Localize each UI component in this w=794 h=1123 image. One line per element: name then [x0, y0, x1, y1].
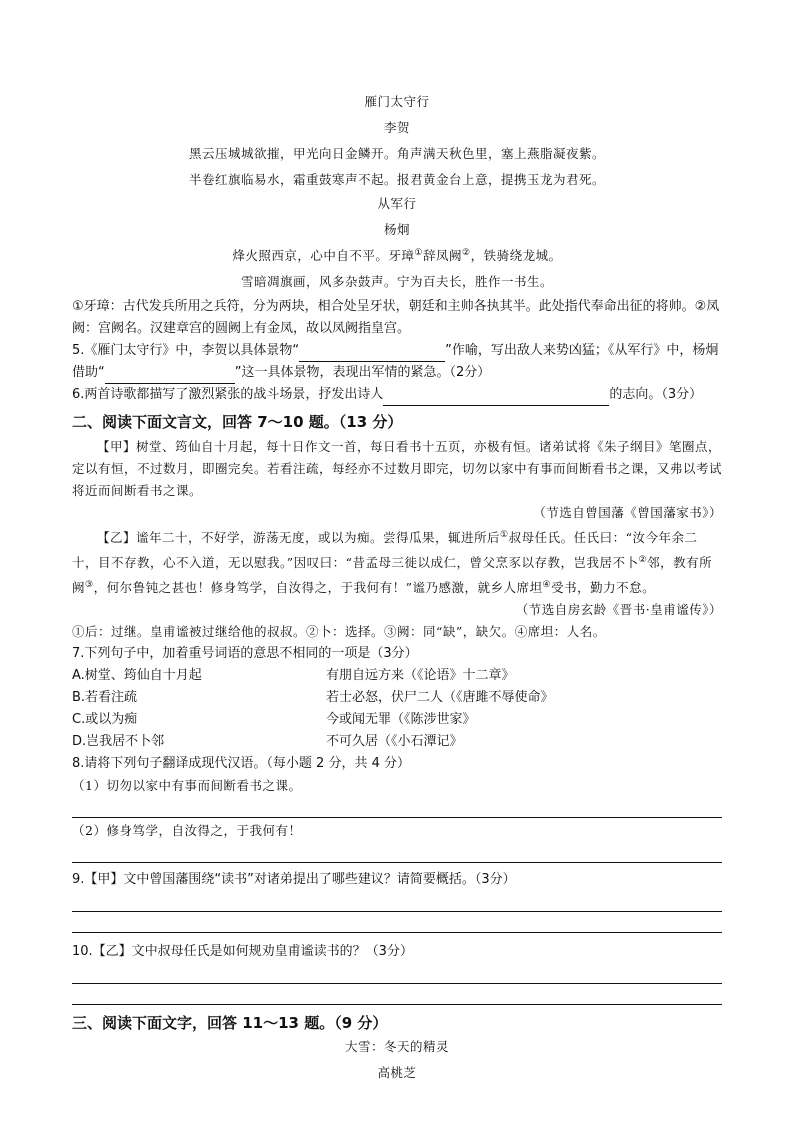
passage-jia-source: （节选自曾国藩《曾国藩家书》） [533, 505, 722, 520]
poem2-line-1: 烽火照西京，心中自不平。牙璋①辞凤阙②，铁骑绕龙城。 [232, 247, 562, 263]
poem-notes: ①牙璋：古代发兵所用之兵符，分为两块，相合处呈牙状，朝廷和主帅各执其半。此处指代奉命出征的将帅。②凤阙：宫阙名。汉建章宫的圆阙上有金凤，故以凤阙指皇宫。 [72, 299, 720, 336]
passage-yi-source: （节选自房玄龄《晋书·皇甫谧传》） [515, 602, 722, 618]
poem1-title: 雁门太守行 [364, 94, 430, 109]
q6-blank[interactable] [383, 391, 609, 406]
section-2-heading: 二、阅读下面文言文，回答 7～10 题。（13 分） [72, 413, 403, 431]
poem2-line-2: 雪暗凋旗画，风多杂鼓声。宁为百夫长，胜作一书生。 [240, 274, 553, 289]
question-8-stem: 8.请将下列句子翻译成现代汉语。（每小题 2 分，共 4 分） [72, 756, 410, 772]
q7-option-b[interactable]: B.若看注疏 若士必怒，伏尸二人（《唐雎不辱使命》 [72, 690, 554, 706]
section-3-heading: 三、阅读下面文字，回答 11～13 题。（9 分） [72, 1014, 388, 1033]
passage-notes: ①后：过继。皇甫谧被过继给他的叔叔。②卜：选择。③阙：同“缺”，缺欠。④席坦：人名。 [72, 624, 606, 640]
q10-answer-line-2[interactable] [72, 984, 722, 1005]
exam-page [72, 88, 722, 1081]
question-5: 5.《雁门太守行》中，李贺以具体景物“ ”作喻，写出敌人来势凶猛；《从军行》中，杨炯借助“ ”这一具体景物，表现出军情的紧急。（2分） [72, 340, 722, 384]
question-7-stem: 7.下列句子中，加着重号词语的意思不相同的一项是（3分） [72, 646, 418, 662]
q7-option-c[interactable]: C.或以为痴 今或闻无罪（《陈涉世家》 [72, 712, 476, 728]
poem1-author: 李贺 [383, 120, 410, 135]
q7-option-a[interactable]: A.树堂、筠仙自十月起 有朋自远方来（《论语》十二章》 [72, 668, 515, 684]
question-9: 9.【甲】文中曾国藩围绕“读书”对诸弟提出了哪些建议？请简要概括。（3分） [72, 872, 516, 888]
q8-answer-line-2[interactable] [72, 842, 722, 863]
poem2-title: 从军行 [377, 196, 417, 211]
poem1-line-2: 半卷红旗临易水，霜重鼓寒声不起。报君黄金台上意，提携玉龙为君死。 [188, 172, 605, 187]
q9-answer-line-2[interactable] [72, 912, 722, 933]
poem2-author: 杨炯 [383, 222, 410, 237]
q8-sentence-1: （1）切勿以家中有事而间断看书之课。 [72, 778, 302, 794]
article-author: 高桃芝 [377, 1065, 417, 1081]
article-title: 大雪：冬天的精灵 [344, 1039, 449, 1055]
q10-answer-line-1[interactable] [72, 963, 722, 984]
q8-answer-line-1[interactable] [72, 797, 722, 818]
question-10: 10.【乙】文中叔母任氏是如何规劝皇甫谧读书的？（3分） [72, 944, 413, 960]
q9-answer-line-1[interactable] [72, 891, 722, 912]
q5-blank-1[interactable] [299, 347, 445, 362]
q8-sentence-2: （2）修身笃学，自汝得之，于我何有！ [72, 823, 302, 839]
q5-blank-2[interactable] [105, 369, 235, 384]
question-6: 6.两首诗歌都描写了激烈紧张的战斗场景，抒发出诗人 的志向。（3分） [72, 384, 722, 406]
passage-jia: 【甲】树堂、筠仙自十月起，每十日作文一首，每日看书十五页，亦极有恒。诸弟试将《朱子纲目》笔圈点，定以有恒，不过数月，即圈完矣。若看注疏，每经亦不过数月即完，切勿以家中有事而间断看书之课，又弗以考试将近而间断看书之课。 [72, 439, 723, 498]
poem1-line-1: 黑云压城城欲摧，甲光向日金鳞开。角声满天秋色里，塞上燕脂凝夜紫。 [188, 146, 605, 161]
passage-yi: 【乙】谧年二十，不好学，游荡无度，或以为痴。尝得瓜果，辄进所后①叔母任氏。任氏曰：“汝今年余二十，目不存教，心不入道，无以慰我。”因叹曰：“昔孟母三徙以成仁，曾父烹豕以存教，岂我居不卜②邻，教有所阙③，何尔鲁钝之甚也！修身笃学，自汝得之，于我何有！”谧乃感激，就乡人席坦④受书，勤力不怠。 [72, 530, 713, 596]
q7-option-d[interactable]: D.岂我居不卜邻 不可久居（《小石潭记》 [72, 734, 463, 750]
